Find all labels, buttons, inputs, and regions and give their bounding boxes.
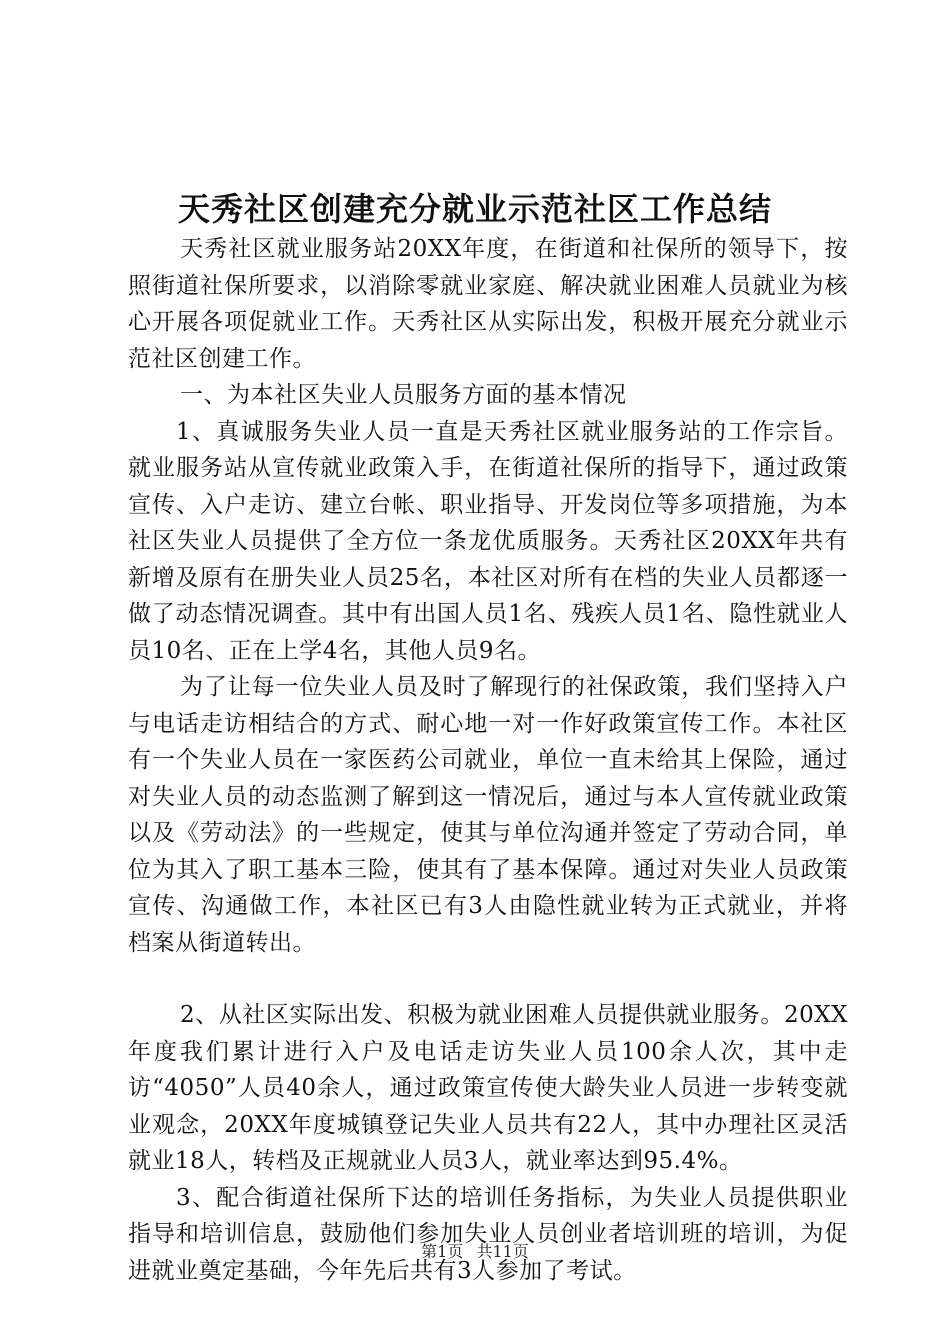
body-paragraph: 2、从社区实际出发、积极为就业困难人员提供就业服务。20XX年度我们累计进行入户及电话走访失业人员100余人次，其中走访“4050”人员40余人，通过政策宣传使大龄失业人员进一步转变就业观念，20XX年度城镇登记失业人员共有22人，其中办理社区灵活就业18人，转档及正规就业人员3人，就业率达到95.4%。 <box>128 1002 848 1174</box>
body-paragraph: 3、配合街道社保所下达的培训任务指标，为失业人员提供职业指导和培训信息，鼓励他们参加失业人员创业者培训班的培训，为促进就业奠定基础，今年先后共有3人参加了考试。 <box>128 1184 848 1284</box>
document-title: 天秀社区创建充分就业示范社区工作总结 <box>177 190 772 228</box>
page-total: 共11页 <box>476 1242 529 1261</box>
page-number: 第1页 <box>421 1242 464 1261</box>
body-paragraph: 1、真诚服务失业人员一直是天秀社区就业服务站的工作宗旨。就业服务站从宣传就业政策入手，在街道社保所的指导下，通过政策宣传、入户走访、建立台帐、职业指导、开发岗位等多项措施，为本社区失业人员提供了全方位一条龙优质服务。天秀社区20XX年共有新增及原有在册失业人员25名，本社区对所有在档的失业人员都逐一做了动态情况调查。其中有出国人员1名、残疾人员1名、隐性就业人员10名、正在上学4名，其他人员9名。 <box>128 418 848 664</box>
intro-paragraph: 天秀社区就业服务站20XX年度，在街道和社保所的领导下，按照街道社保所要求，以消除零就业家庭、解决就业困难人员就业为核心开展各项促就业工作。天秀社区从实际出发，积极开展充分就业示范社区创建工作。 <box>128 236 848 372</box>
body-paragraph: 为了让每一位失业人员及时了解现行的社保政策，我们坚持入户与电话走访相结合的方式、耐心地一对一作好政策宣传工作。本社区有一个失业人员在一家医药公司就业，单位一直未给其上保险，通过对失业人员的动态监测了解到这一情况后，通过与本人宣传就业政策以及《劳动法》的一些规定，使其与单位沟通并签定了劳动合同，单位为其入了职工基本三险，使其有了基本保障。通过对失业人员政策宣传、沟通做工作，本社区已有3人由隐性就业转为正式就业，并将档案从街道转出。 <box>128 674 848 956</box>
document-body <box>128 231 848 1289</box>
page-footer <box>0 1240 950 1264</box>
section-heading: 一、为本社区失业人员服务方面的基本情况 <box>180 382 627 408</box>
paragraph-spacer <box>128 961 848 997</box>
